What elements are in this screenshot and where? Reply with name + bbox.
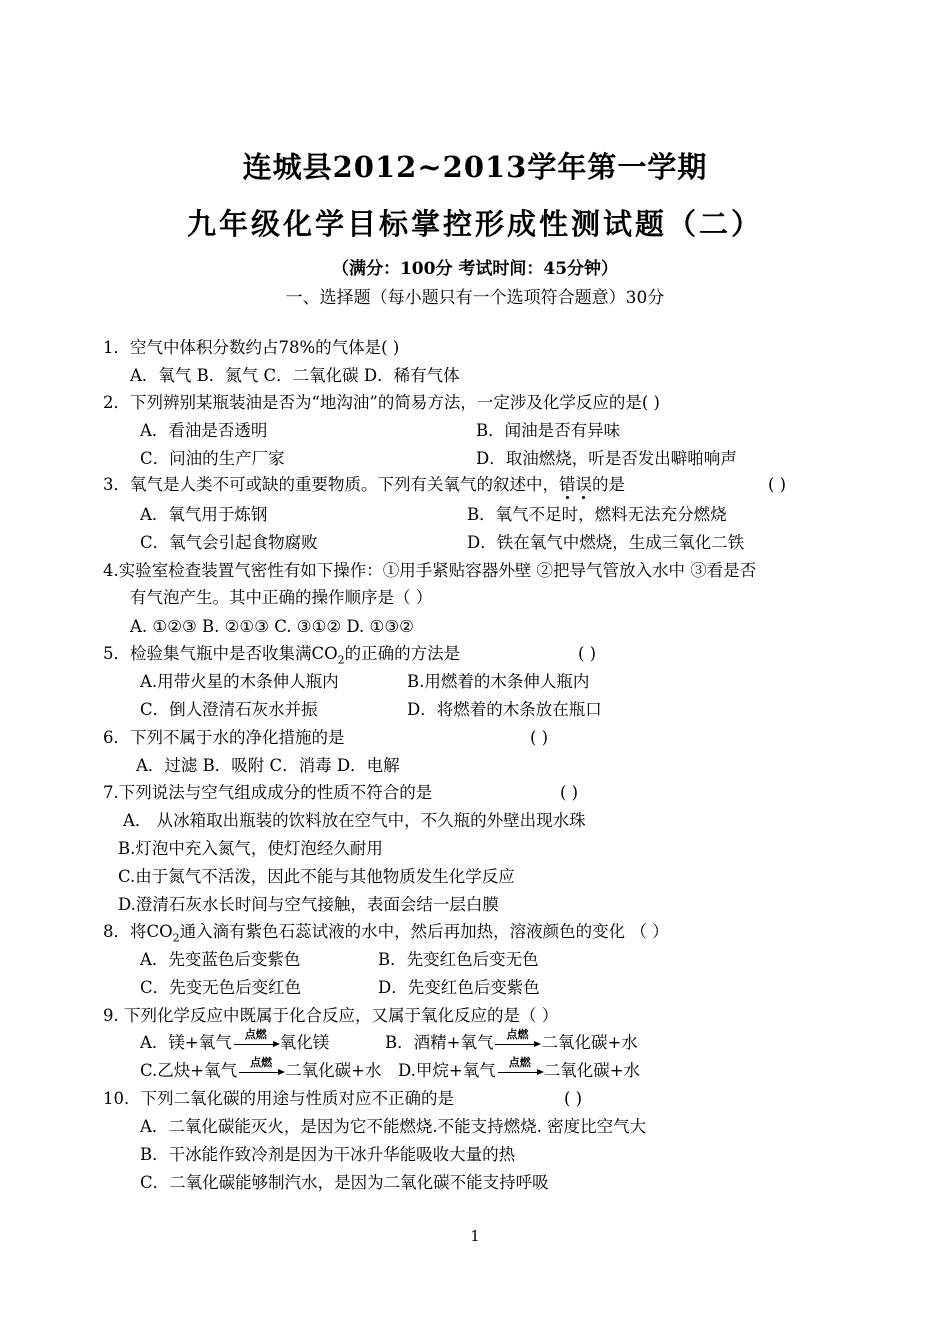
q5-stem-text: 5．检验集气瓶中是否收集满CO (103, 644, 338, 663)
q3-emphasis-char: 错 (559, 475, 576, 494)
q3-emphasis-char: 误 (575, 475, 592, 494)
q2-option-a: A．看油是否透明 (140, 421, 268, 440)
q7-stem: 7.下列说法与空气组成成分的性质不符合的是 (103, 783, 433, 802)
q1-options: A．氧气 B．氮气 C．二氧化碳 D．稀有气体 (130, 366, 460, 385)
q8-option-d: D．先变红色后变紫色 (378, 978, 540, 997)
q8-option-c: C．先变无色后变红色 (140, 978, 302, 997)
q5-answer-paren: ( ) (578, 644, 597, 663)
q9-option-b (385, 1028, 638, 1053)
q9-b-reactants: B．酒精+氧气 (385, 1033, 494, 1052)
q8-stem (103, 922, 669, 948)
q10-option-a: A．二氧化碳能灭火，是因为它不能燃烧.不能支持燃烧. 密度比空气大 (140, 1117, 647, 1136)
q10-answer-paren: ( ) (564, 1089, 583, 1108)
q7-answer-paren: ( ) (560, 783, 579, 802)
q4-stem-line2: 有气泡产生。其中正确的操作顺序是（ ） (130, 588, 433, 607)
q9-option-d (398, 1056, 641, 1081)
q9-a-products: 氧化镁 (279, 1033, 330, 1052)
q9-d-reactants: D.甲烷+氧气 (398, 1061, 496, 1080)
arrow-icon (498, 1072, 538, 1073)
subscript: 2 (337, 653, 345, 667)
reaction-arrow-icon (237, 1056, 285, 1081)
reaction-arrow-icon (232, 1028, 280, 1053)
arrow-icon (239, 1072, 279, 1073)
q2-option-b: B．闻油是否有异味 (476, 421, 621, 440)
q4-options: A. ①②③ B. ②①③ C. ③①② D. ①③② (130, 617, 414, 636)
exam-title-line2: 九年级化学目标掌控形成性测试题（二） (186, 207, 763, 241)
exam-title-line1: 连城县2012~2013学年第一学期 (242, 150, 708, 184)
q10-stem: 10．下列二氧化碳的用途与性质对应不正确的是 (103, 1089, 454, 1108)
q8-option-a: A．先变蓝色后变紫色 (140, 950, 301, 969)
q9-a-reactants: A．镁+氧气 (140, 1033, 232, 1052)
q9-option-a (140, 1028, 330, 1053)
q5-option-d: D．将燃着的木条放在瓶口 (407, 700, 602, 719)
q8-stem-text: 8．将CO (103, 922, 173, 941)
q3-option-c: C．氧气会引起食物腐败 (140, 533, 318, 552)
q8-stem-text: 通入滴有紫色石蕊试液的水中，然后再加热，溶液颜色的变化 （ ） (179, 922, 669, 941)
q3-option-a: A．氧气用于炼钢 (140, 505, 268, 524)
reaction-condition: 点燃 (244, 1028, 267, 1041)
subscript: 2 (172, 931, 180, 945)
q7-option-b: B.灯泡中充入氮气，使灯泡经久耐用 (118, 839, 383, 858)
q5-option-c: C．倒人澄清石灰水并振 (140, 700, 318, 719)
q1-stem: 1．空气中体积分数约占78%的气体是( ) (103, 338, 400, 357)
q3-answer-paren: ( ) (768, 475, 787, 494)
q7-option-a: A． 从冰箱取出瓶装的饮料放在空气中，不久瓶的外壁出现水珠 (123, 811, 586, 830)
arrow-icon (234, 1044, 274, 1045)
q8-option-b: B．先变红色后变无色 (378, 950, 539, 969)
q3-option-b: B．氧气不足时，燃料无法充分燃烧 (467, 505, 727, 524)
q9-b-products: 二氧化碳+水 (541, 1033, 638, 1052)
q9-d-products: 二氧化碳+水 (543, 1061, 641, 1080)
page-number: 1 (470, 1227, 480, 1245)
reaction-arrow-icon (493, 1028, 541, 1053)
reaction-condition: 点燃 (508, 1056, 531, 1069)
q2-stem: 2．下列辨别某瓶装油是否为“地沟油”的简易方法，一定涉及化学反应的是( ) (103, 393, 660, 412)
q9-option-c (140, 1056, 382, 1081)
q3-stem (103, 475, 625, 495)
reaction-condition: 点燃 (506, 1028, 529, 1041)
q5-stem (103, 644, 460, 670)
q10-option-c: C．二氧化碳能够制汽水，是因为二氧化碳不能支持呼吸 (140, 1173, 549, 1192)
q3-stem-text: 3．氧气是人类不可或缺的重要物质。下列有关氧气的叙述中， (103, 475, 559, 494)
q6-answer-paren: ( ) (530, 728, 549, 747)
q5-option-a: A.用带火星的木条伸人瓶内 (140, 672, 339, 691)
q9-c-products: 二氧化碳+水 (285, 1061, 382, 1080)
q2-option-c: C．问油的生产厂家 (140, 449, 285, 468)
section-title: 一、选择题（每小题只有一个选项符合题意）30分 (285, 288, 665, 308)
q3-option-d: D．铁在氧气中燃烧，生成三氧化二铁 (467, 533, 745, 552)
q6-stem: 6．下列不属于水的净化措施的是 (103, 728, 345, 747)
arrow-icon (495, 1044, 535, 1045)
q9-c-reactants: C.乙炔+氧气 (140, 1061, 238, 1080)
q3-stem-text: 的是 (592, 475, 625, 494)
reaction-condition: 点燃 (250, 1056, 273, 1069)
q7-option-d: D.澄清石灰水长时间与空气接触，表面会结一层白膜 (118, 895, 499, 914)
q5-stem-text: 的正确的方法是 (344, 644, 461, 663)
q4-stem-line1: 4.实验室检查装置气密性有如下操作：①用手紧贴容器外壁 ②把导气管放入水中 ③看是否 (103, 561, 757, 580)
q7-option-c: C.由于氮气不活泼，因此不能与其他物质发生化学反应 (118, 867, 515, 886)
q9-stem: 9. 下列化学反应中既属于化合反应，又属于氧化反应的是（ ） (103, 1006, 559, 1025)
q2-option-d: D．取油燃烧，听是否发出噼啪响声 (476, 449, 737, 468)
q6-options: A．过滤 B．吸附 C．消毒 D．电解 (136, 756, 400, 775)
reaction-arrow-icon (496, 1056, 544, 1081)
q10-option-b: B．干冰能作致冷剂是因为干冰升华能吸收大量的热 (140, 1145, 516, 1164)
score-and-time: （满分：100分 考试时间：45分钟） (331, 259, 619, 279)
q5-option-b: B.用燃着的木条伸人瓶内 (407, 672, 590, 691)
